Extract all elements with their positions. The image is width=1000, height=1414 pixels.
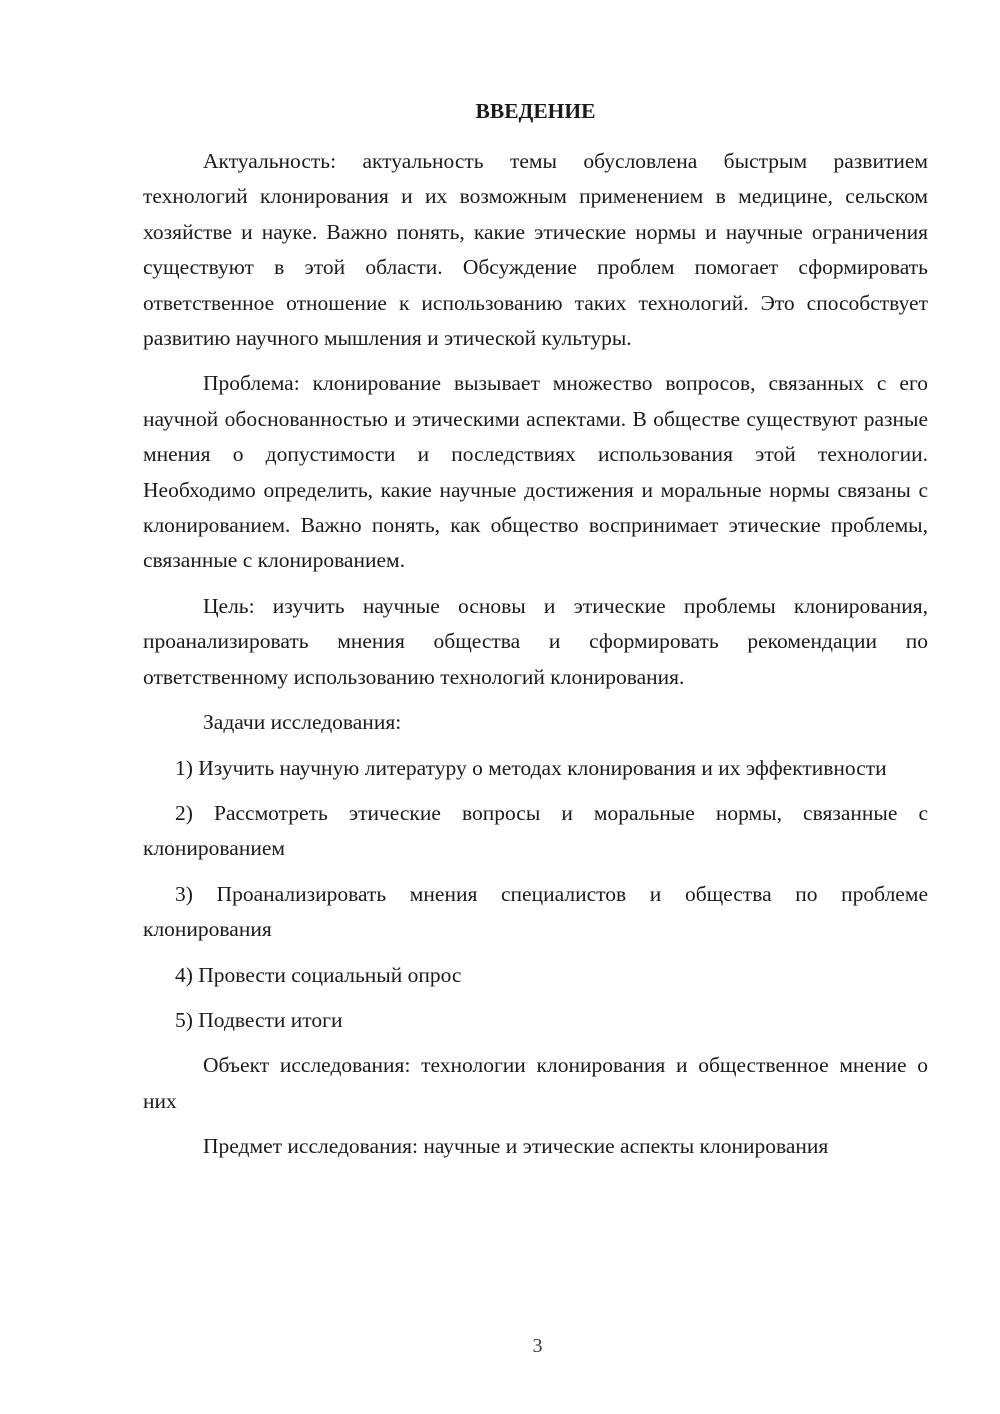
paragraph-subject: Предмет исследования: научные и этические аспекты клонирования bbox=[203, 1134, 829, 1159]
task-item: 4) Провести социальный опрос bbox=[175, 962, 462, 987]
paragraph-relevance: Актуальность: актуальность темы обусловлена быстрым развитием технологий клонирования и их возможным применением в медицине, сельском хозяйстве и науке. Важно понять, какие этические нормы и научные ограничения существуют в этой области. Обсуждение проблем помогает сформировать ответственное отношение к использованию таких технологий. Это способствует развитию научного мышления и этической культуры. bbox=[143, 149, 928, 351]
task-item: 5) Подвести итоги bbox=[175, 1007, 343, 1032]
task-item: 1) Изучить научную литературу о методах клонирования и их эффективности bbox=[175, 755, 887, 780]
paragraph-problem: Проблема: клонирование вызывает множество вопросов, связанных с его научной обоснованностью и этическими аспектами. В обществе существуют разные мнения о допустимости и последствиях использования этой технологии. Необходимо определить, какие научные достижения и моральные нормы связаны с клонированием. Важно понять, как общество воспринимает этические проблемы, связанные с клонированием. bbox=[143, 371, 928, 573]
tasks-heading: Задачи исследования: bbox=[203, 710, 402, 735]
task-item: 3) Проанализировать мнения специалистов и общества по проблеме клонирования bbox=[143, 881, 928, 942]
page-content bbox=[143, 96, 928, 1175]
paragraph-goal: Цель: изучить научные основы и этические проблемы клонирования, проанализировать мнения общества и сформировать рекомендации по ответственному использованию технологий клонирования. bbox=[143, 593, 928, 689]
paragraph-object: Объект исследования: технологии клонирования и общественное мнение о них bbox=[143, 1053, 928, 1113]
page-number: 3 bbox=[532, 1335, 543, 1357]
task-item: 2) Рассмотреть этические вопросы и моральные нормы, связанные с клонированием bbox=[143, 800, 928, 861]
section-title: ВВЕДЕНИЕ bbox=[475, 99, 596, 123]
